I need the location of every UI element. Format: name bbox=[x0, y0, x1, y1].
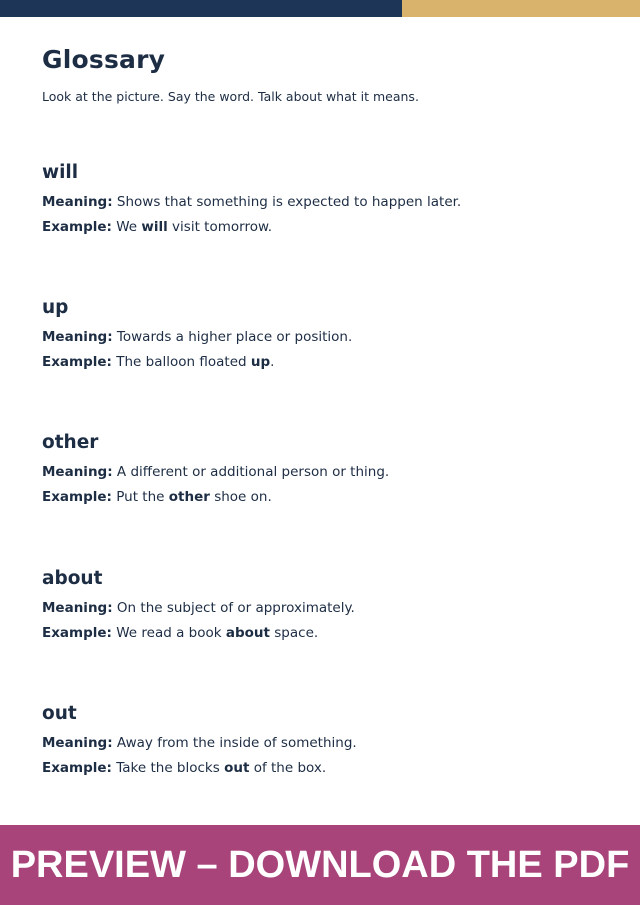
meaning-text: On the subject of or approximately. bbox=[116, 600, 355, 616]
glossary-word: other bbox=[42, 432, 99, 453]
glossary-word: will bbox=[42, 162, 79, 183]
meaning-label: Meaning: bbox=[42, 600, 113, 616]
glossary-word: up bbox=[42, 297, 69, 318]
page-subtitle: Look at the picture. Say the word. Talk about what it means. bbox=[42, 89, 419, 104]
example-keyword: will bbox=[141, 219, 168, 235]
example-label: Example: bbox=[42, 760, 112, 776]
example-text-after: of the box. bbox=[249, 760, 327, 776]
meaning-line bbox=[42, 327, 602, 347]
example-keyword: up bbox=[250, 354, 271, 370]
example-keyword: other bbox=[168, 489, 210, 505]
top-bar-gold-segment bbox=[402, 0, 640, 17]
example-text-after: visit tomorrow. bbox=[167, 219, 273, 235]
meaning-text: Shows that something is expected to happen later. bbox=[116, 194, 462, 210]
example-text-before: We bbox=[116, 219, 142, 235]
example-line bbox=[42, 217, 602, 237]
preview-banner-text: PREVIEW – DOWNLOAD THE PDF bbox=[10, 843, 630, 886]
example-text-before: Take the blocks bbox=[116, 760, 225, 776]
glossary-entry-other bbox=[42, 430, 602, 507]
example-line bbox=[42, 623, 602, 643]
top-accent-bar bbox=[0, 0, 640, 17]
glossary-entry-about bbox=[42, 566, 602, 643]
meaning-text: Towards a higher place or position. bbox=[116, 329, 353, 345]
glossary-word: out bbox=[42, 703, 77, 724]
example-text-after: space. bbox=[269, 625, 319, 641]
meaning-text: Away from the inside of something. bbox=[116, 735, 357, 751]
example-keyword: about bbox=[225, 625, 270, 641]
page-title: Glossary bbox=[42, 45, 166, 74]
preview-download-banner[interactable] bbox=[0, 825, 640, 905]
example-label: Example: bbox=[42, 354, 112, 370]
meaning-label: Meaning: bbox=[42, 329, 113, 345]
example-text-after: shoe on. bbox=[209, 489, 272, 505]
meaning-label: Meaning: bbox=[42, 194, 113, 210]
example-keyword: out bbox=[224, 760, 250, 776]
example-text-before: We read a book bbox=[116, 625, 226, 641]
top-bar-navy-segment bbox=[0, 0, 402, 17]
glossary-entry-out bbox=[42, 701, 602, 778]
meaning-text: A different or additional person or thing. bbox=[116, 464, 390, 480]
example-line bbox=[42, 758, 602, 778]
example-text-before: Put the bbox=[116, 489, 169, 505]
example-text-before: The balloon floated bbox=[116, 354, 251, 370]
meaning-line bbox=[42, 598, 602, 618]
meaning-line bbox=[42, 462, 602, 482]
meaning-label: Meaning: bbox=[42, 735, 113, 751]
example-text-after: . bbox=[270, 354, 275, 370]
glossary-entry-will bbox=[42, 160, 602, 237]
example-label: Example: bbox=[42, 219, 112, 235]
example-line bbox=[42, 487, 602, 507]
example-label: Example: bbox=[42, 625, 112, 641]
glossary-entry-up bbox=[42, 295, 602, 372]
example-line bbox=[42, 352, 602, 372]
glossary-word: about bbox=[42, 568, 103, 589]
meaning-label: Meaning: bbox=[42, 464, 113, 480]
meaning-line bbox=[42, 733, 602, 753]
meaning-line bbox=[42, 192, 602, 212]
example-label: Example: bbox=[42, 489, 112, 505]
